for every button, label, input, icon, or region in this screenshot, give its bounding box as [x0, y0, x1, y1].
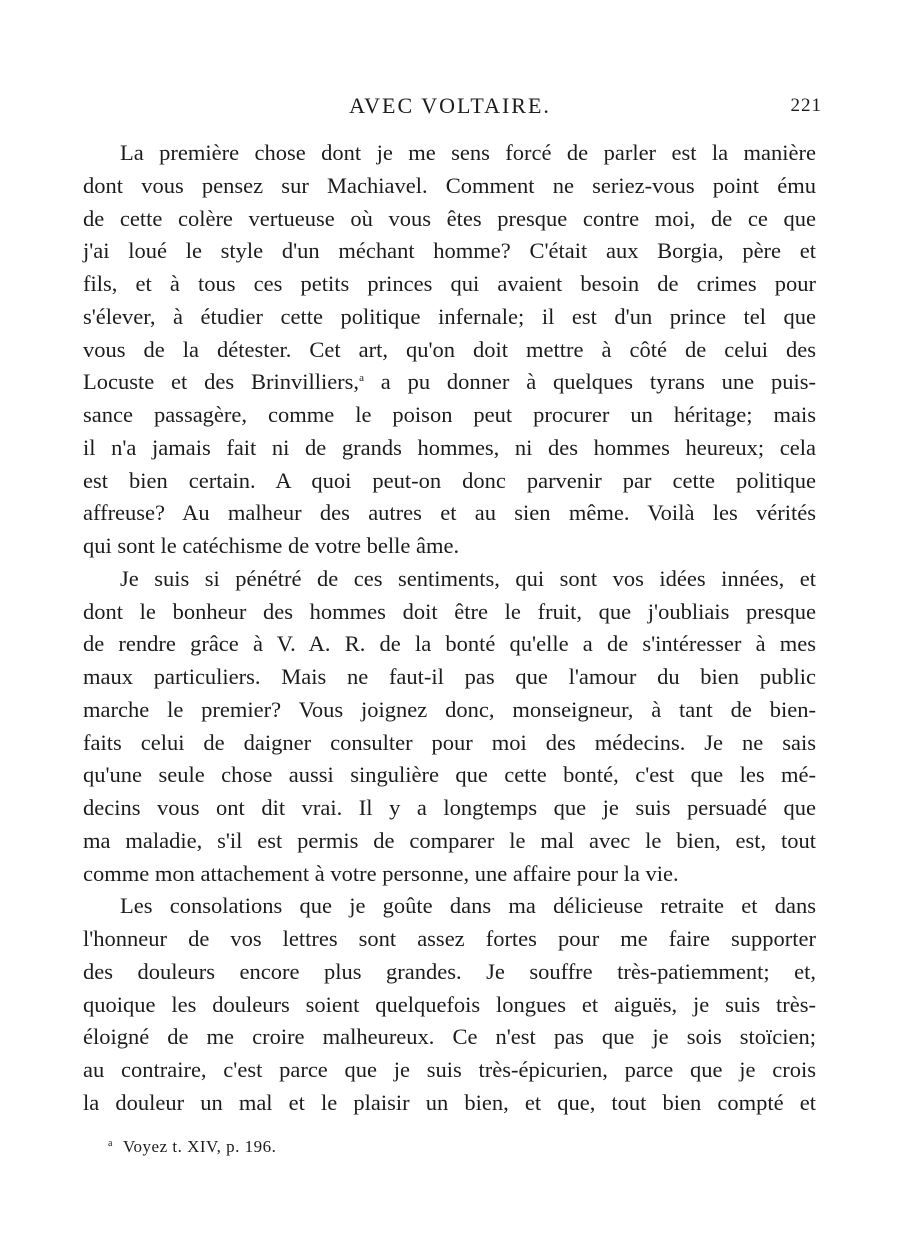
text-line: des douleurs encore plus grandes. Je souffre très-patiemment; et, — [83, 958, 816, 984]
footnote — [108, 1137, 276, 1157]
text-line: faits celui de daigner consulter pour moi des médecins. Je ne sais — [83, 729, 816, 755]
text-line: ma maladie, s'il est permis de comparer le mal avec le bien, est, tout — [83, 827, 816, 853]
text-line: de rendre grâce à V. A. R. de la bonté qu'elle a de s'intéresser à mes — [83, 631, 816, 657]
paragraph-2 — [83, 563, 816, 891]
text-line-tail: a pu donner à quelques tyrans une puis- — [363, 369, 816, 395]
running-title: AVEC VOLTAIRE. — [349, 93, 551, 118]
text-line: il n'a jamais fait ni de grands hommes, ni des hommes heureux; cela — [83, 434, 816, 460]
text-line: la douleur un mal et le plaisir un bien, et que, tout bien compté et — [83, 1089, 816, 1115]
text-line: dont le bonheur des hommes doit être le fruit, que j'oubliais presque — [83, 598, 816, 624]
text-line: Les consolations que je goûte dans ma délicieuse retraite et dans — [120, 893, 816, 919]
text-line: j'ai loué le style d'un méchant homme? C'était aux Borgia, père et — [83, 238, 816, 264]
letter-body — [83, 137, 816, 1120]
text-line: dont vous pensez sur Machiavel. Comment ne seriez-vous point ému — [83, 172, 816, 198]
text-line: comme mon attachement à votre personne, une affaire pour la vie. — [83, 860, 679, 886]
footnote-text: Voyez t. XIV, p. 196. — [122, 1137, 277, 1156]
page-number: 221 — [790, 95, 822, 116]
text-line: au contraire, c'est parce que je suis très-épicurien, parce que je crois — [83, 1057, 816, 1082]
paragraph-3 — [83, 890, 816, 1119]
text-line: vous de la détester. Cet art, qu'on doit mettre à côté de celui des — [83, 336, 816, 362]
text-line: est bien certain. A quoi peut-on donc parvenir par cette politique — [83, 467, 816, 493]
text-line: sance passagère, comme le poison peut procurer un héritage; mais — [83, 402, 816, 427]
text-line: s'élever, à étudier cette politique infernale; il est d'un prince tel que — [83, 303, 816, 329]
text-line: fils, et à tous ces petits princes qui avaient besoin de crimes pour — [83, 271, 816, 296]
text-line: La première chose dont je me sens forcé de parler est la manière — [120, 140, 816, 165]
text-line: éloigné de me croire malheureux. Ce n'est pas que je sois stoïcien; — [83, 1024, 816, 1050]
text-line: marche le premier? Vous joignez donc, monseigneur, à tant de bien- — [83, 696, 816, 722]
text-line: quoique les douleurs soient quelquefois longues et aiguës, je suis très- — [83, 991, 816, 1017]
text-line: de cette colère vertueuse où vous êtes presque contre moi, de ce que — [83, 205, 816, 231]
paragraph-1 — [83, 137, 816, 563]
footnote-reference[interactable]: a — [359, 372, 364, 385]
text-line-with-note — [83, 366, 816, 399]
footnote-mark: a — [108, 1138, 113, 1149]
text-line: maux particuliers. Mais ne faut-il pas que l'amour du bien public — [83, 664, 816, 689]
text-line: decins vous ont dit vrai. Il y a longtemps que je suis persuadé que — [83, 795, 816, 820]
running-head — [0, 93, 900, 123]
text-line: qu'une seule chose aussi singulière que cette bonté, c'est que les mé- — [83, 762, 816, 788]
text-line: qui sont le catéchisme de votre belle âme. — [83, 533, 460, 558]
text-line: Je suis si pénétré de ces sentiments, qui sont vos idées innées, et — [120, 565, 816, 591]
text-line-head: Locuste et des Brinvilliers, — [83, 369, 360, 395]
text-line: affreuse? Au malheur des autres et au sien même. Voilà les vérités — [83, 500, 816, 526]
text-line: l'honneur de vos lettres sont assez fortes pour me faire supporter — [83, 926, 816, 951]
